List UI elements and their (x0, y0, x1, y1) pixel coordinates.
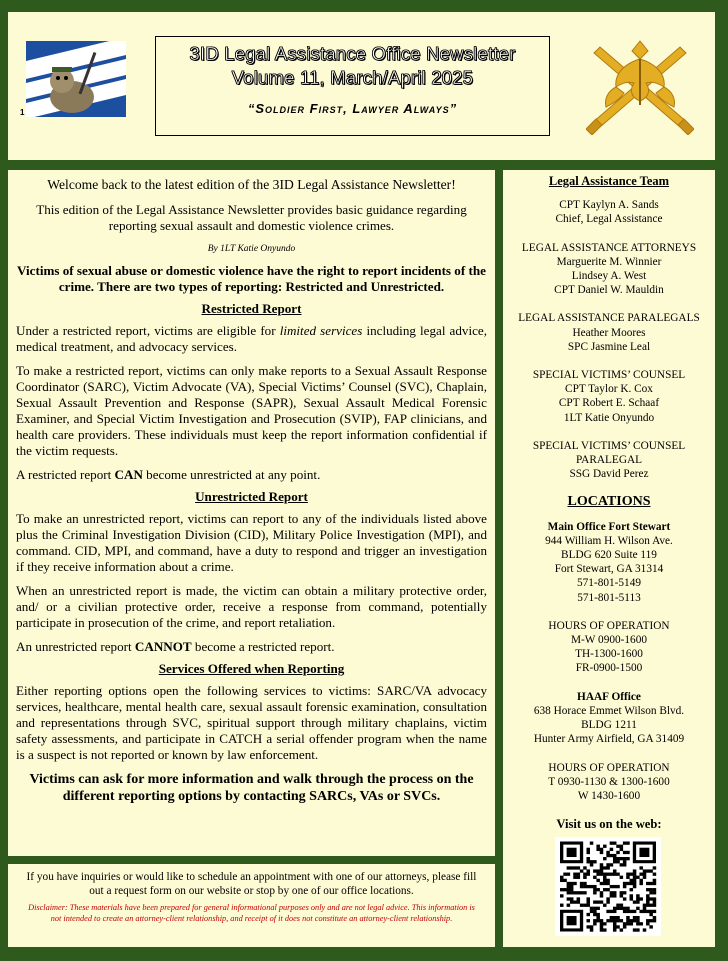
hours-title: HOURS OF OPERATION (548, 619, 670, 632)
unrestricted-p3-text-end: become a restricted report. (191, 639, 335, 654)
newsletter-volume: Volume 11, March/April 2025 (231, 67, 474, 88)
inquiry-text: If you have inquiries or would like to schedule an appointment with one of our attorneys, please fill out a request form on our website or stop by one of our office locations. (26, 871, 477, 897)
chief-role: Chief, Legal Assistance (555, 213, 663, 226)
paralegal-name: Heather Moores (572, 326, 646, 339)
attorney-name: Lindsey A. West (571, 270, 647, 283)
svc-group (503, 368, 715, 425)
restricted-paragraph-2: To make a restricted report, victims can only make reports to a Sexual Assault Response Coordinator (SARC), Victim Advocate (VA), Special Victims’ Counsel (SVC), Chaplain, Sexual Assault Prevention and Response (SAPR), Sexual Assault Medical Forensic Examiner, and Special Victim Investigation and Prosecution (SVIP), FAP clinicians, and health care providers. These individuals must keep the report information confidential if the victim requests. (16, 363, 487, 458)
chief-name: CPT Kaylyn A. Sands (559, 199, 659, 212)
hours-group-1 (503, 619, 715, 676)
restricted-paragraph-3 (16, 467, 487, 483)
haaf-office-address: BLDG 1211 (581, 719, 637, 732)
main-office-address: Fort Stewart, GA 31314 (554, 563, 664, 576)
hours-line: T 0930-1130 & 1300-1600 (548, 775, 670, 788)
haaf-office-name: HAAF Office (577, 690, 641, 703)
attorney-name: CPT Daniel W. Mauldin (554, 284, 664, 297)
hours-line: TH-1300-1600 (575, 648, 643, 661)
visit-web-label: Visit us on the web: (556, 817, 662, 832)
website-qr-code[interactable] (555, 837, 661, 936)
haaf-office-address: Hunter Army Airfield, GA 31409 (533, 733, 685, 746)
haaf-office-address: 638 Horace Emmet Wilson Blvd. (533, 704, 685, 717)
main-office-address: 944 William H. Wilson Ave. (545, 534, 673, 547)
intro-text: This edition of the Legal Assistance Newsletter provides basic guidance regarding reporting sexual assault and domestic violence crimes. (36, 202, 467, 233)
newsletter-title: 3ID Legal Assistance Office Newsletter (189, 43, 516, 64)
services-paragraph: Either reporting options open the following services to victims: SARC/VA advocacy services, healthcare, mental health care, sexual assault forensic examination, consultation and representations through SVC, spiritual support through military chaplains, victim safety assessments, and participate in CATCH a serial offender program when the name is a suspect is not reported or known by law enforcement. (16, 683, 487, 762)
patch-text: 3d (102, 47, 113, 57)
hours-line: FR-0900-1500 (575, 662, 643, 675)
restricted-paragraph-1 (16, 323, 487, 355)
restricted-p3-text: A restricted report (16, 467, 115, 482)
welcome-text: Welcome back to the latest edition of the 3ID Legal Assistance Newsletter! (47, 177, 456, 192)
chief-group (503, 198, 715, 226)
main-office-address: BLDG 620 Suite 119 (561, 549, 657, 562)
unrestricted-paragraph-3 (16, 639, 487, 655)
svc-paralegal-group (503, 439, 715, 482)
unrestricted-p3-text: An unrestricted report (16, 639, 135, 654)
services-heading: Services Offered when Reporting (158, 661, 345, 676)
restricted-p3-emphasis: CAN (114, 467, 143, 482)
unrestricted-paragraph-2: When an unrestricted report is made, the victim can obtain a military protective order, and/ or a civilian protective order, receive a response from command, potentially participate in prosecution of the crime, and report retaliation. (16, 583, 487, 630)
restricted-p3-text-end: become unrestricted at any point. (142, 467, 321, 482)
attorneys-title: LEGAL ASSISTANCE ATTORNEYS (521, 241, 697, 254)
paralegals-group (503, 311, 715, 354)
jag-corps-emblem (586, 39, 694, 135)
attorneys-group (503, 241, 715, 298)
main-office-name: Main Office Fort Stewart (547, 520, 671, 533)
rights-statement: Victims of sexual abuse or domestic violence have the right to report incidents of the crime. There are two types of reporting: Restricted and Unrestricted. (17, 263, 486, 294)
unrestricted-paragraph-1: To make an unrestricted report, victims can report to any of the individuals listed above plus the Criminal Investigation Division (CID), Military Police Investigation (MPI), and command. CID, MPI, and command, have a duty to respond and trigger an investigation if they receive information about a crime. (16, 511, 487, 574)
main-office-phone: 571-801-5149 (576, 577, 641, 590)
unrestricted-report-heading: Unrestricted Report (195, 489, 308, 504)
svc-name: 1LT Katie Onyundo (563, 411, 655, 424)
restricted-p1-emphasis: limited services (279, 323, 363, 338)
locations-title: LOCATIONS (567, 494, 651, 510)
restricted-report-heading: Restricted Report (201, 301, 302, 316)
svc-paralegal-title: SPECIAL VICTIMS’ COUNSEL PARALEGAL (532, 439, 686, 467)
newsletter-header (8, 12, 715, 160)
svc-name: CPT Robert E. Schaaf (558, 397, 660, 410)
svc-paralegal-name: SSG David Perez (569, 468, 649, 481)
attorney-name: Marguerite M. Winnier (556, 255, 662, 268)
division-patch-logo (26, 41, 126, 117)
hours-title: HOURS OF OPERATION (548, 761, 670, 774)
newsletter-motto: “Soldier First, Lawyer Always” (247, 101, 458, 116)
hours-line: M-W 0900-1600 (570, 634, 648, 647)
main-office-phone: 571-801-5113 (577, 591, 641, 604)
title-block (155, 36, 550, 136)
hours-group-2 (503, 761, 715, 804)
restricted-p1-text-end: including legal advice, medical treatment, and advocacy services. (16, 323, 488, 354)
haaf-office-group (503, 690, 715, 747)
unrestricted-p3-emphasis: CANNOT (134, 639, 192, 654)
article-byline: By 1LT Katie Onyundo (207, 244, 296, 254)
article-panel (8, 170, 495, 856)
svc-title: SPECIAL VICTIMS’ COUNSEL (532, 369, 686, 382)
closing-statement: Victims can ask for more information and walk through the process on the different reporting options by contacting SARCs, VAs or SVCs. (29, 772, 474, 804)
team-title: Legal Assistance Team (548, 174, 670, 188)
main-office-group (503, 520, 715, 605)
paralegal-name: SPC Jasmine Leal (567, 340, 651, 353)
svc-name: CPT Taylor K. Cox (565, 383, 653, 396)
patch-footnote: 1 (20, 108, 25, 117)
sidebar-panel (503, 170, 715, 947)
restricted-p1-text: Under a restricted report, victims are eligible for (16, 323, 280, 338)
paralegals-title: LEGAL ASSISTANCE PARALEGALS (518, 312, 700, 325)
disclaimer-text: Disclaimer: These materials have been prepared for general informational purposes only and are not legal advice. This information is not intended to create an attorney-client relationship, and receipt of it does not constitute an attorney-client relationship. (28, 903, 475, 923)
hours-line: W 1430-1600 (577, 789, 641, 802)
footer-panel (8, 864, 495, 947)
